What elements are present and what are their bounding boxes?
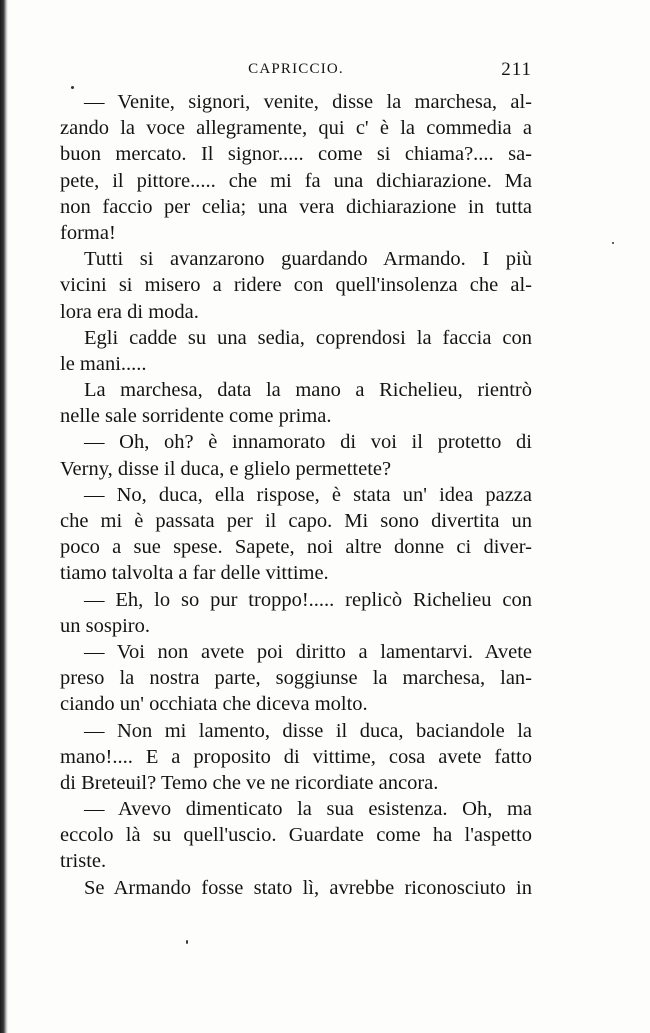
text-line: — Oh, oh? è innamorato di voi il protetto di (84, 431, 532, 454)
text-line: un sospiro. (60, 614, 150, 637)
text-line: ciando un' occhiata che diceva molto. (60, 693, 368, 716)
text-line: le mani..... (60, 352, 147, 375)
print-speck (612, 242, 614, 244)
body-text (60, 89, 532, 901)
text-line: eccolo là su quell'uscio. Guardate come ha l'aspetto (60, 824, 532, 847)
page-binding-edge (0, 0, 8, 1033)
text-line: mano!.... E a proposito di vittime, cosa avete fatto (60, 745, 532, 768)
text-line: tiamo talvolta a far delle vittime. (60, 562, 329, 585)
text-line: preso la nostra parte, soggiunse la marchesa, lan- (60, 667, 532, 690)
text-line: La marchesa, data la mano a Richelieu, rientrò (84, 379, 532, 402)
print-speck (71, 86, 74, 89)
text-line: pete, il pittore..... che mi fa una dichiarazione. Ma (60, 169, 532, 192)
text-line: Verny, disse il duca, e glielo permettete? (60, 457, 392, 480)
text-line: — Non mi lamento, disse il duca, baciandole la (84, 719, 532, 742)
running-title: CAPRICCIO. (248, 61, 344, 77)
text-line: — Eh, lo so pur troppo!..... replicò Richelieu con (84, 588, 532, 611)
text-line: forma! (60, 221, 116, 244)
text-line: — Avevo dimenticato la sua esistenza. Oh, ma (84, 798, 532, 821)
text-line: vicini si misero a ridere con quell'insolenza che al- (60, 274, 532, 297)
page-header (60, 59, 532, 85)
text-line: Tutti si avanzarono guardando Armando. I più (84, 248, 532, 271)
text-line: che mi è passata per il capo. Mi sono divertita un (60, 510, 532, 532)
text-line: Egli cadde su una sedia, coprendosi la faccia con (84, 326, 532, 349)
text-line: Se Armando fosse stato lì, avrebbe riconosciuto in (84, 876, 532, 899)
print-speck (186, 940, 188, 944)
text-line: — Voi non avete poi diritto a lamentarvi. Avete (84, 640, 532, 663)
text-line: — Venite, signori, venite, disse la marchesa, al- (84, 91, 532, 113)
text-line: non faccio per celia; una vera dichiarazione in tutta (60, 195, 532, 218)
text-line: poco a sue spese. Sapete, noi altre donne ci diver- (60, 536, 532, 559)
text-line: — No, duca, ella rispose, è stata un' idea pazza (84, 483, 532, 506)
text-line: triste. (60, 850, 107, 873)
text-line: di Breteuil? Temo che ve ne ricordiate ancora. (60, 771, 439, 794)
page-number: 211 (501, 59, 532, 80)
text-line: zando la voce allegramente, qui c' è la commedia a (60, 117, 532, 140)
text-line: nelle sale sorridente come prima. (60, 405, 332, 428)
text-line: buon mercato. Il signor..... come si chiama?.... sa- (60, 143, 532, 166)
text-line: lora era di moda. (60, 300, 199, 323)
